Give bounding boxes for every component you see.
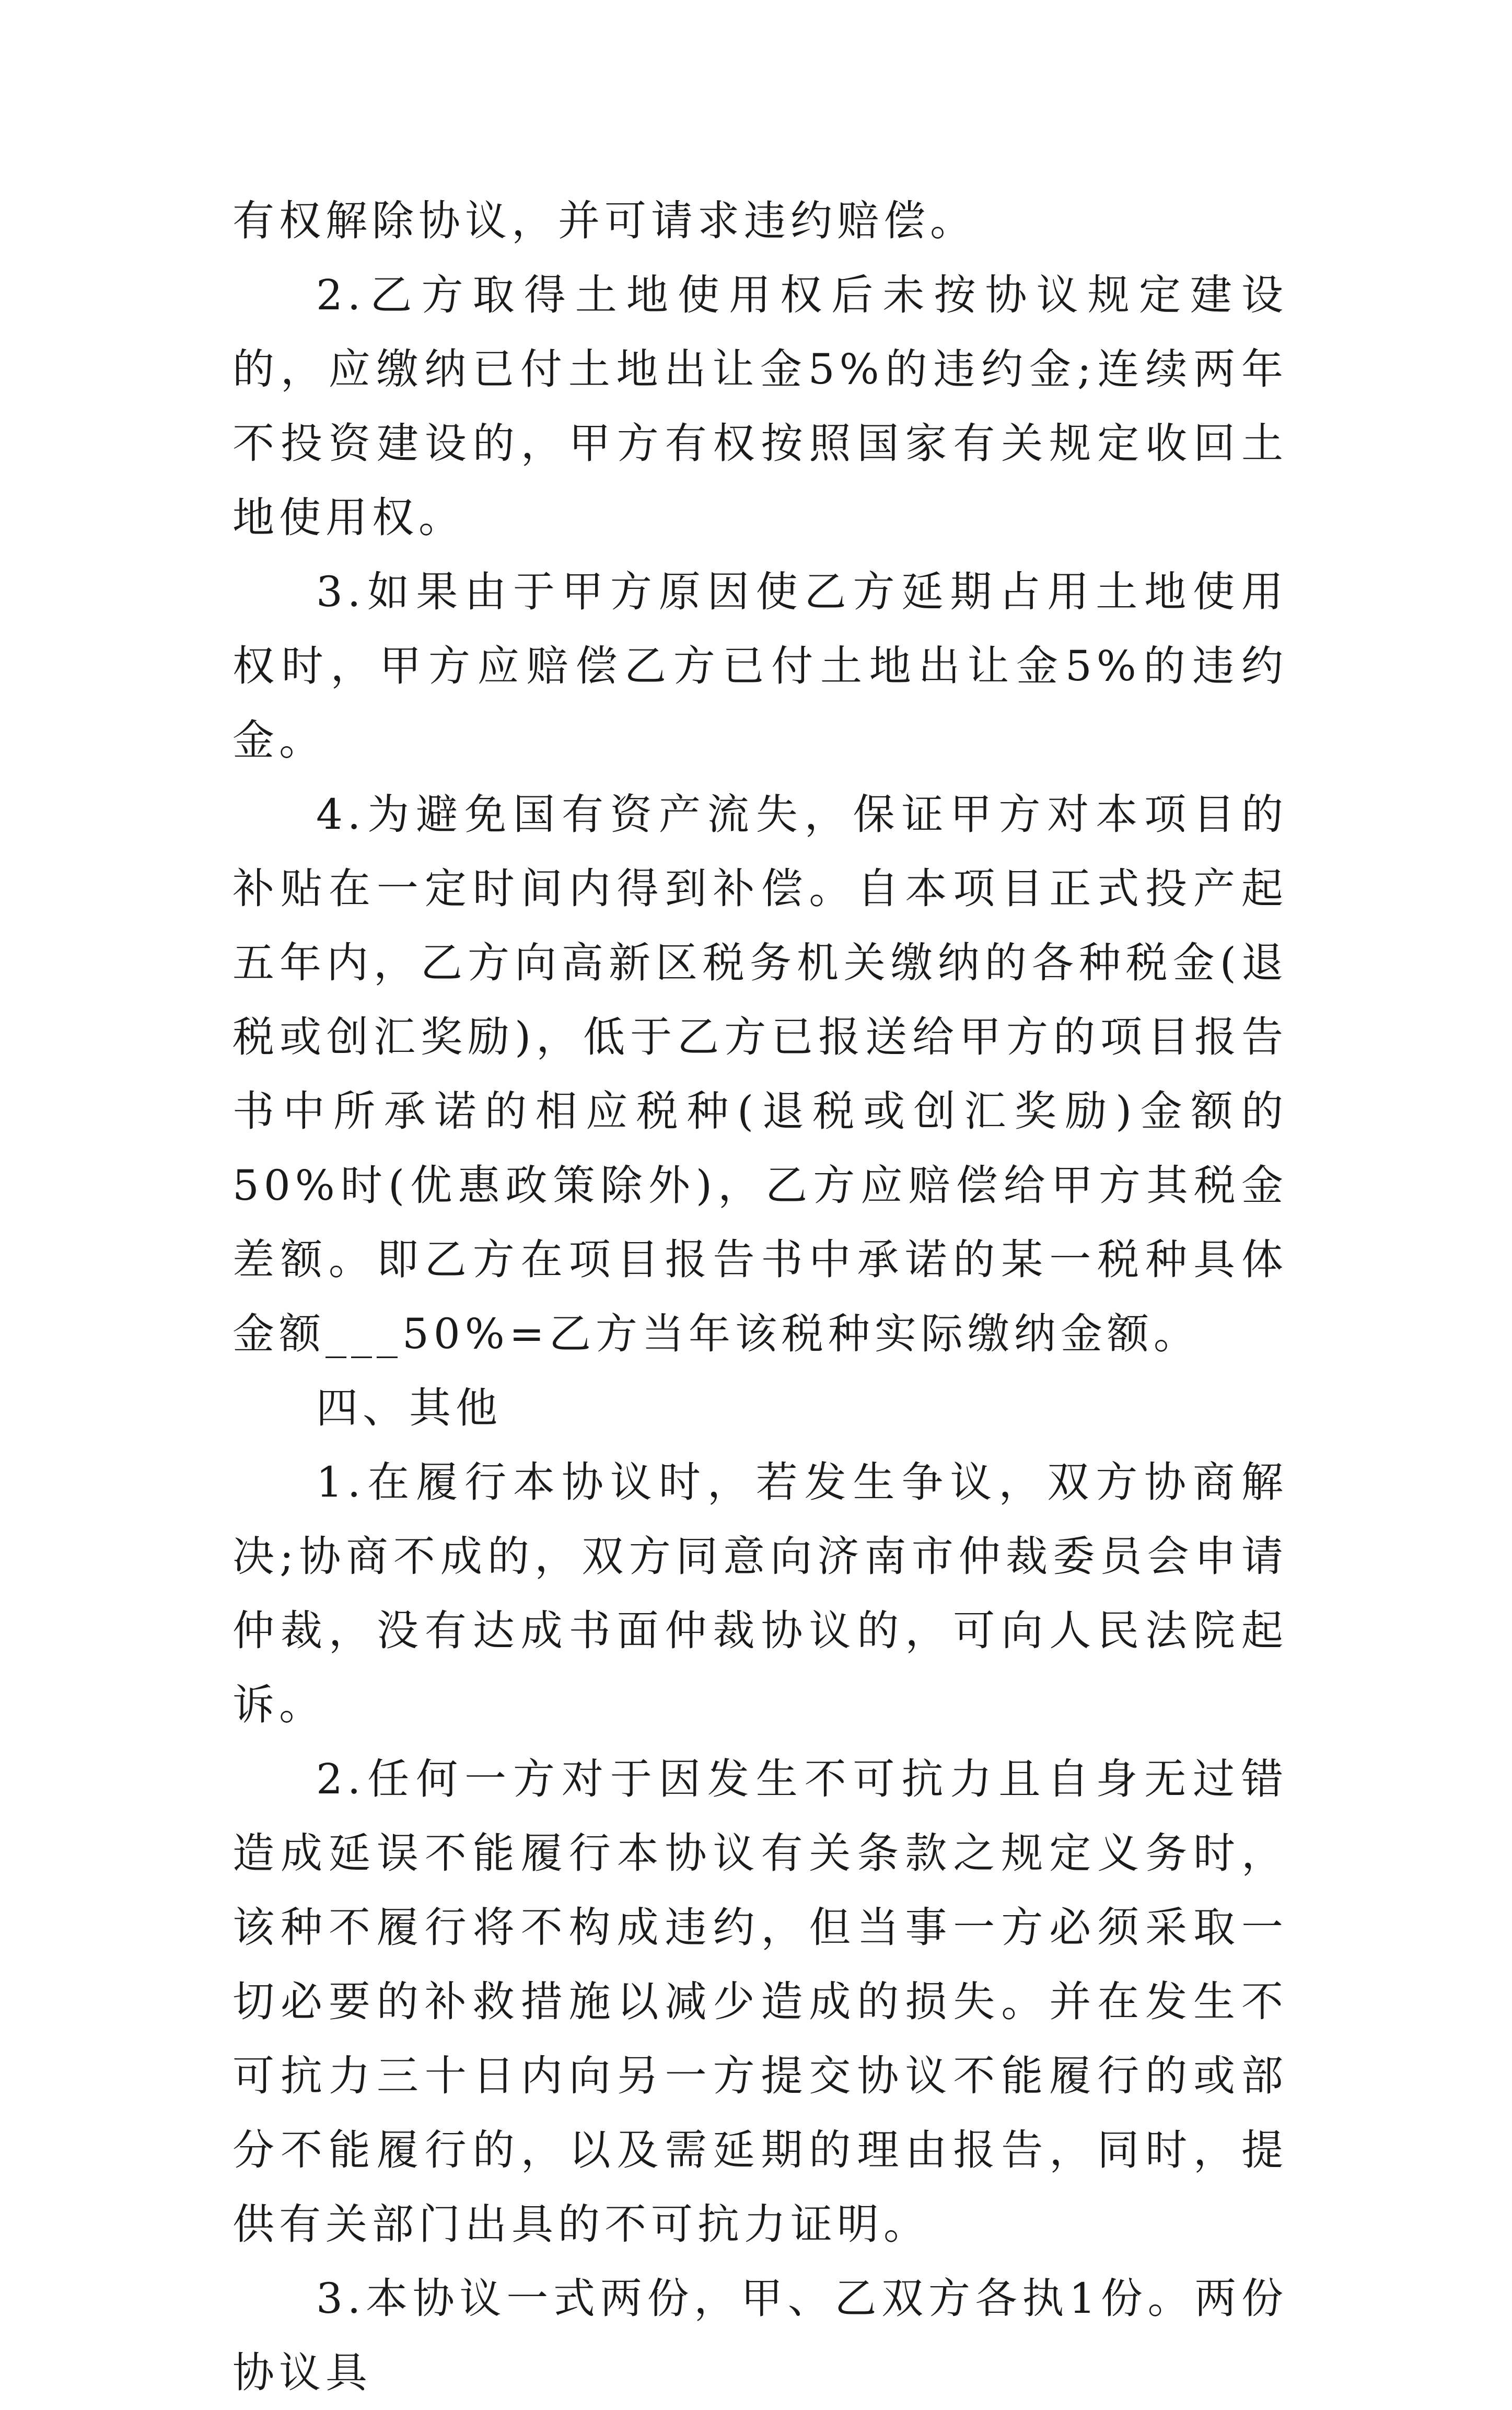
paragraph-other-3: 3.本协议一式两份，甲、乙双方各执1份。两份协议具	[232, 2274, 1288, 2397]
paragraph-other-2: 2.任何一方对于因发生不可抗力且自身无过错造成延误不能履行本协议有关条款之规定义务时，该种不履行将不构成违约，但当事一方必须采取一切必要的补救措施以减少造成的损失。并在发生不可抗力三十日内向另一方提交协议不能履行的或部分不能履行的，以及需延期的理由报告，同时，提供有关部门出具的不可抗力证明。	[232, 1755, 1288, 2249]
document-body	[232, 184, 1288, 2410]
paragraph-other-1: 1.在履行本协议时，若发生争议，双方协商解决;协商不成的，双方同意向济南市仲裁委员会申请仲裁，没有达成书面仲裁协议的，可向人民法院起诉。	[232, 1458, 1288, 1729]
paragraph-continuation: 有权解除协议，并可请求违约赔偿。	[232, 196, 976, 245]
section-heading-other: 四、其他	[316, 1384, 502, 1432]
paragraph-clause-2: 2.乙方取得土地使用权后未按协议规定建设的，应缴纳已付土地出让金5%的违约金;连续两年不投资建设的，甲方有权按照国家有关规定收回土地使用权。	[232, 271, 1288, 542]
paragraph-clause-3: 3.如果由于甲方原因使乙方延期占用土地使用权时，甲方应赔偿乙方已付土地出让金5%的违约金。	[232, 567, 1288, 764]
paragraph-clause-4: 4.为避免国有资产流失，保证甲方对本项目的补贴在一定时间内得到补偿。自本项目正式投产起五年内，乙方向高新区税务机关缴纳的各种税金(退税或创汇奖励)，低于乙方已报送给甲方的项目报告书中所承诺的相应税种(退税或创汇奖励)金额的50%时(优惠政策除外)，乙方应赔偿给甲方其税金差额。即乙方在项目报告书中承诺的某一税种具体金额___50%=乙方当年该税种实际缴纳金额。	[232, 790, 1288, 1358]
